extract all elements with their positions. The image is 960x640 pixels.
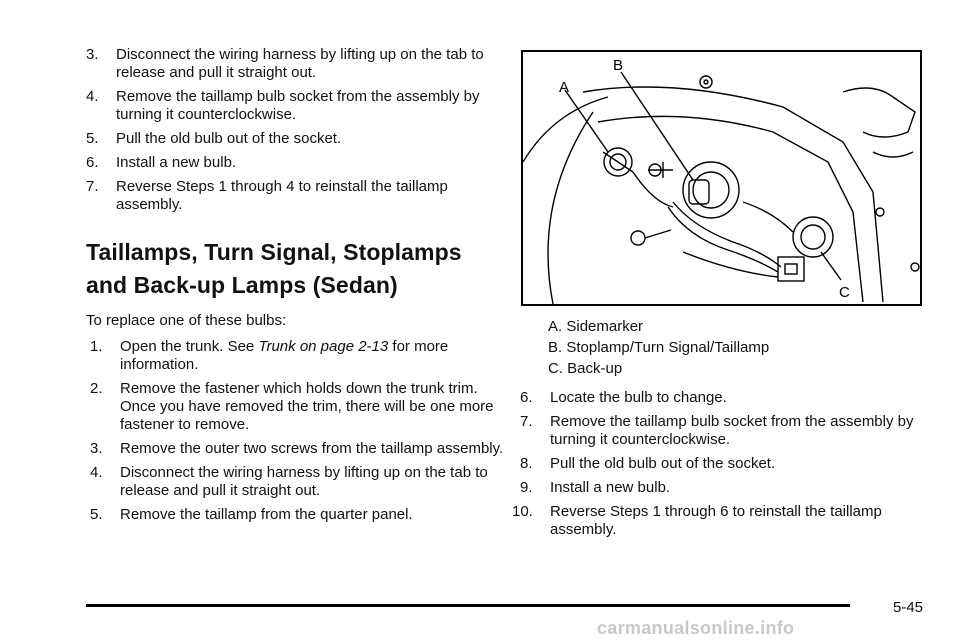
step-number: 9. xyxy=(520,479,533,496)
step-number: 2. xyxy=(90,380,103,397)
footer-rule xyxy=(86,604,850,607)
legend-item-a xyxy=(548,316,932,337)
step-text: Remove the outer two screws from the taillamp assembly. xyxy=(120,440,504,457)
left-column xyxy=(86,46,506,530)
step-number: 7. xyxy=(86,178,99,195)
step-number: 6. xyxy=(86,154,99,171)
step-text: Reverse Steps 1 through 6 to reinstall the taillamp assembly. xyxy=(550,503,882,538)
step-number: 4. xyxy=(90,464,103,481)
step-item xyxy=(90,464,506,500)
step-text: Disconnect the wiring harness by lifting up on the tab to release and pull it straight out. xyxy=(116,46,484,81)
label-a: A xyxy=(559,79,570,96)
steps-bottom xyxy=(90,338,506,524)
step-number: 8. xyxy=(520,455,533,472)
step-text: Pull the old bulb out of the socket. xyxy=(116,130,342,147)
right-column xyxy=(512,316,932,545)
step-item xyxy=(512,479,932,497)
step-text: Locate the bulb to change. xyxy=(550,389,727,406)
heading-line-2: and Back-up Lamps (Sedan) xyxy=(86,272,398,298)
step-item xyxy=(86,154,506,172)
step-number: 5. xyxy=(86,130,99,147)
step-item xyxy=(90,440,506,458)
step-number: 4. xyxy=(86,88,99,105)
step-item xyxy=(86,46,506,82)
step-text: Install a new bulb. xyxy=(550,479,671,496)
legend-letter: A. xyxy=(548,318,563,335)
step-text: Remove the taillamp bulb socket from the assembly by turning it counterclockwise. xyxy=(550,413,914,448)
cross-reference-link[interactable]: Trunk on page 2-13 xyxy=(258,338,389,355)
step-number: 3. xyxy=(86,46,99,63)
legend-letter: C. xyxy=(548,360,563,377)
step-number: 10. xyxy=(512,503,533,520)
step-text: Remove the taillamp from the quarter panel. xyxy=(120,506,413,523)
watermark: carmanualsonline.info xyxy=(597,618,795,638)
step-text: Remove the fastener which holds down the trunk trim. Once you have removed the trim, there will be one more fastener to remove. xyxy=(120,380,494,433)
step-item xyxy=(512,413,932,449)
step-number: 7. xyxy=(520,413,533,430)
step-item xyxy=(86,88,506,124)
page-number: 5-45 xyxy=(893,599,924,616)
label-c: C xyxy=(839,284,850,301)
step-item xyxy=(86,178,506,214)
step-text: Pull the old bulb out of the socket. xyxy=(550,455,776,472)
heading-line-1: Taillamps, Turn Signal, Stoplamps xyxy=(86,239,462,265)
step-text: for more information. xyxy=(120,338,449,373)
steps-right xyxy=(512,389,932,539)
step-text: Disconnect the wiring harness by lifting up on the tab to release and pull it straight out. xyxy=(120,464,488,499)
step-text: Remove the taillamp bulb socket from the assembly by turning it counterclockwise. xyxy=(116,88,480,123)
legend-text: Back-up xyxy=(567,360,623,377)
taillamp-drawing xyxy=(523,52,920,304)
legend-text: Sidemarker xyxy=(566,318,644,335)
legend-letter: B. xyxy=(548,339,563,356)
taillamp-illustration xyxy=(521,50,922,306)
step-item xyxy=(90,338,506,374)
step-item xyxy=(512,503,932,539)
step-item xyxy=(512,455,932,473)
step-item xyxy=(512,389,932,407)
section-heading xyxy=(86,236,506,302)
step-item xyxy=(90,380,506,434)
step-item xyxy=(86,130,506,148)
legend-text: Stoplamp/Turn Signal/Taillamp xyxy=(566,339,770,356)
step-text: Open the trunk. See xyxy=(120,338,259,355)
steps-top xyxy=(86,46,506,214)
step-number: 6. xyxy=(520,389,533,406)
legend-item-b xyxy=(548,337,932,358)
step-text: Reverse Steps 1 through 4 to reinstall the taillamp assembly. xyxy=(116,178,448,213)
step-number: 3. xyxy=(90,440,103,457)
step-text: Install a new bulb. xyxy=(116,154,237,171)
step-number: 5. xyxy=(90,506,103,523)
legend-item-c xyxy=(548,358,932,379)
step-number: 1. xyxy=(90,338,103,355)
figure-legend xyxy=(548,316,932,379)
intro-text: To replace one of these bulbs: xyxy=(86,312,287,329)
label-b: B xyxy=(613,57,624,74)
step-item xyxy=(90,506,506,524)
